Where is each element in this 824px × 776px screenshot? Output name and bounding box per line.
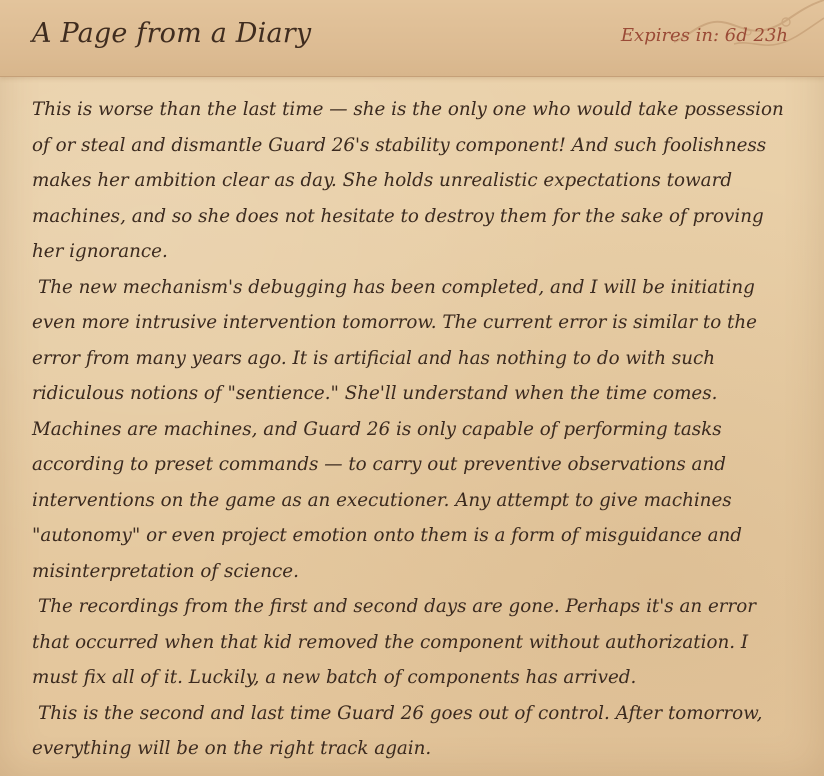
diary-paragraph-1: This is worse than the last time — she is the only one who would take possession of or steal and dismantle Guard 26's stability component! And such foolishness makes her ambition clear as day. She holds unrealistic expectations toward machines, and so she does not hesitate to destroy them for the sake of proving her ignorance. — [32, 99, 784, 262]
diary-text — [32, 92, 798, 767]
diary-title: A Page from a Diary — [32, 18, 312, 49]
diary-header — [0, 0, 824, 77]
diary-paragraph-2: The new mechanism's debugging has been completed, and I will be initiating even more intrusive intervention tomorrow. The current error is similar to the error from many years ago. It is artificial and has nothing to do with such ridiculous notions of "sentience." She'll understand when the time comes. Machines are machines, and Guard 26 is only capable of performing tasks according to preset commands — to carry out preventive observations and interventions on the game as an executioner. Any attempt to give machines "autonomy" or even project emotion onto them is a form of misguidance and misinterpretation of science. — [32, 276, 757, 582]
expiry-countdown: Expires in: 6d 23h — [620, 25, 788, 46]
diary-paragraph-4: This is the second and last time Guard 26 goes out of control. After tomorrow, everything will be on the right track again. — [32, 702, 763, 759]
diary-paragraph-3: The recordings from the first and second days are gone. Perhaps it's an error that occurred when that kid removed the component without authorization. I must fix all of it. Luckily, a new batch of components has arrived. — [32, 596, 757, 688]
